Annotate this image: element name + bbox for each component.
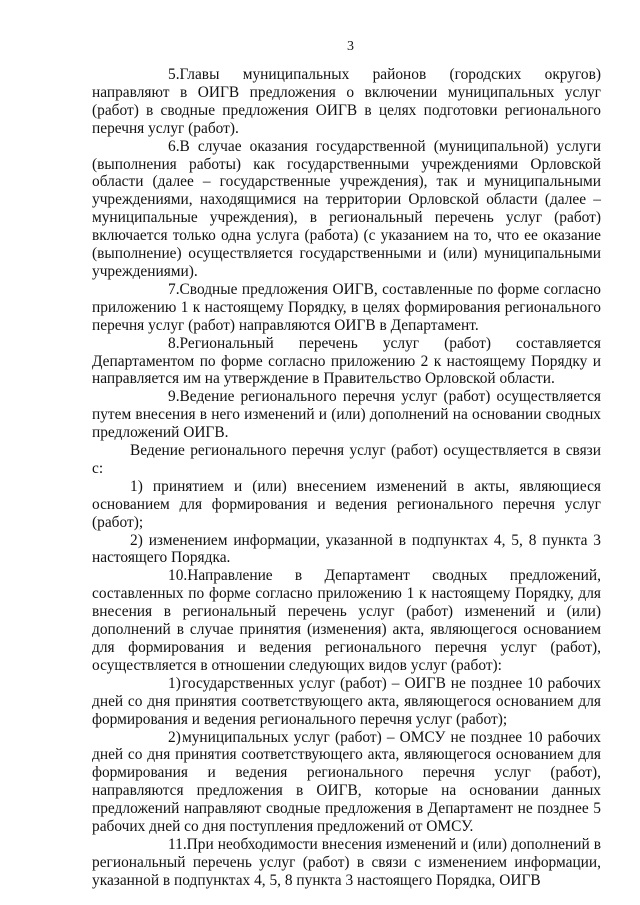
paragraph-6: [92, 138, 601, 281]
paragraph-9-continuation: [92, 442, 601, 478]
item-number: 2): [130, 531, 143, 549]
item-text: государственных услуг (работ) – ОИГВ не позднее 10 рабочих дней со дня принятия соответствующего акта, являющегося основанием для формирования и ведения регионального перечня услуг (работ);: [92, 674, 601, 728]
paragraph-number: 9.: [168, 388, 180, 406]
item-text: принятием и (или) внесением изменений в акты, являющиеся основанием для формирования и ведения регионального перечня услуг (работ);: [92, 477, 601, 531]
paragraph-number: 7.: [168, 280, 180, 298]
paragraph-text: Ведение регионального перечня услуг (работ) осуществляется путем внесения в него изменений и (или) дополнений на основании сводных предложений ОИГВ.: [92, 388, 601, 442]
item-number: 1): [130, 477, 143, 495]
item-text: муниципальных услуг (работ) – ОМСУ не позднее 10 рабочих дней со дня принятия соответствующего акта, являющегося основанием для формирования и ведения регионального перечня услуг (работ), направляются предложения в ОИГВ, которые на основании данных предложений направляют сводные предложения в Департамент не позднее 5 рабочих дней со дня поступления предложений от ОМСУ.: [92, 728, 601, 836]
paragraph-10-item-1: [92, 675, 601, 729]
paragraph-number: 10.: [168, 567, 188, 585]
paragraph-text: Региональный перечень услуг (работ) составляется Департаментом по форме согласно приложению 2 к настоящему Порядку и направляется им на утверждение в Правительство Орловской области.: [92, 334, 601, 388]
paragraph-text: Главы муниципальных районов (городских округов) направляют в ОИГВ предложения о включении муниципальных услуг (работ) в сводные предложения ОИГВ в целях подготовки регионального перечня услуг (работ).: [92, 66, 601, 137]
paragraph-number: 5.: [168, 66, 180, 83]
paragraph-9: [92, 388, 601, 442]
paragraph-9-item-2: [92, 532, 601, 568]
paragraph-10: [92, 567, 601, 674]
paragraph-5: [92, 66, 601, 138]
paragraph-number: 8.: [168, 334, 180, 352]
paragraph-number: 11.: [168, 835, 187, 853]
paragraph-number: 6.: [168, 137, 180, 155]
paragraph-text: В случае оказания государственной (муниципальной) услуги (выполнения работы) как государственными учреждениями Орловской области (далее – государственные учреждения), так и муниципальными учреждениями, находящимися на территории Орловской области (далее – муниципальные учреждения), в региональный перечень услуг (работ) включается только одна услуга (работа) (с указанием на то, что ее оказание (выполнение) осуществляется государственными и (или) муниципальными учреждениями).: [92, 137, 601, 280]
paragraph-9-item-1: [92, 478, 601, 532]
paragraph-11: [92, 836, 601, 890]
paragraph-text: Сводные предложения ОИГВ, составленные по форме согласно приложению 1 к настоящему Порядку, в целях формирования регионального перечня услуг (работ) направляются ОИГВ в Департамент.: [92, 280, 601, 334]
paragraph-7: [92, 281, 601, 335]
item-number: 2): [168, 728, 181, 746]
paragraph-text: Ведение регионального перечня услуг (работ) осуществляется в связи с:: [92, 442, 601, 477]
paragraph-text: При необходимости внесения изменений и (или) дополнений в региональный перечень услуг (работ) в связи с изменением информации, указанной в подпунктах 4, 5, 8 пункта 3 настоящего Порядка, ОИГВ: [92, 835, 601, 889]
page-number: 3: [347, 39, 354, 54]
paragraph-10-item-2: [92, 729, 601, 836]
paragraph-text: Направление в Департамент сводных предложений, составленных по форме согласно приложению 1 к настоящему Порядку, для внесения в региональный перечень услуг (работ) изменений и (или) дополнений в случае принятия (изменения) акта, являющегося основанием для формирования и ведения регионального перечня услуг (работ), осуществляется в отношении следующих видов услуг (работ):: [92, 567, 601, 674]
item-text: изменением информации, указанной в подпунктах 4, 5, 8 пункта 3 настоящего Порядка.: [92, 531, 601, 567]
item-number: 1): [168, 674, 181, 692]
paragraph-8: [92, 335, 601, 389]
